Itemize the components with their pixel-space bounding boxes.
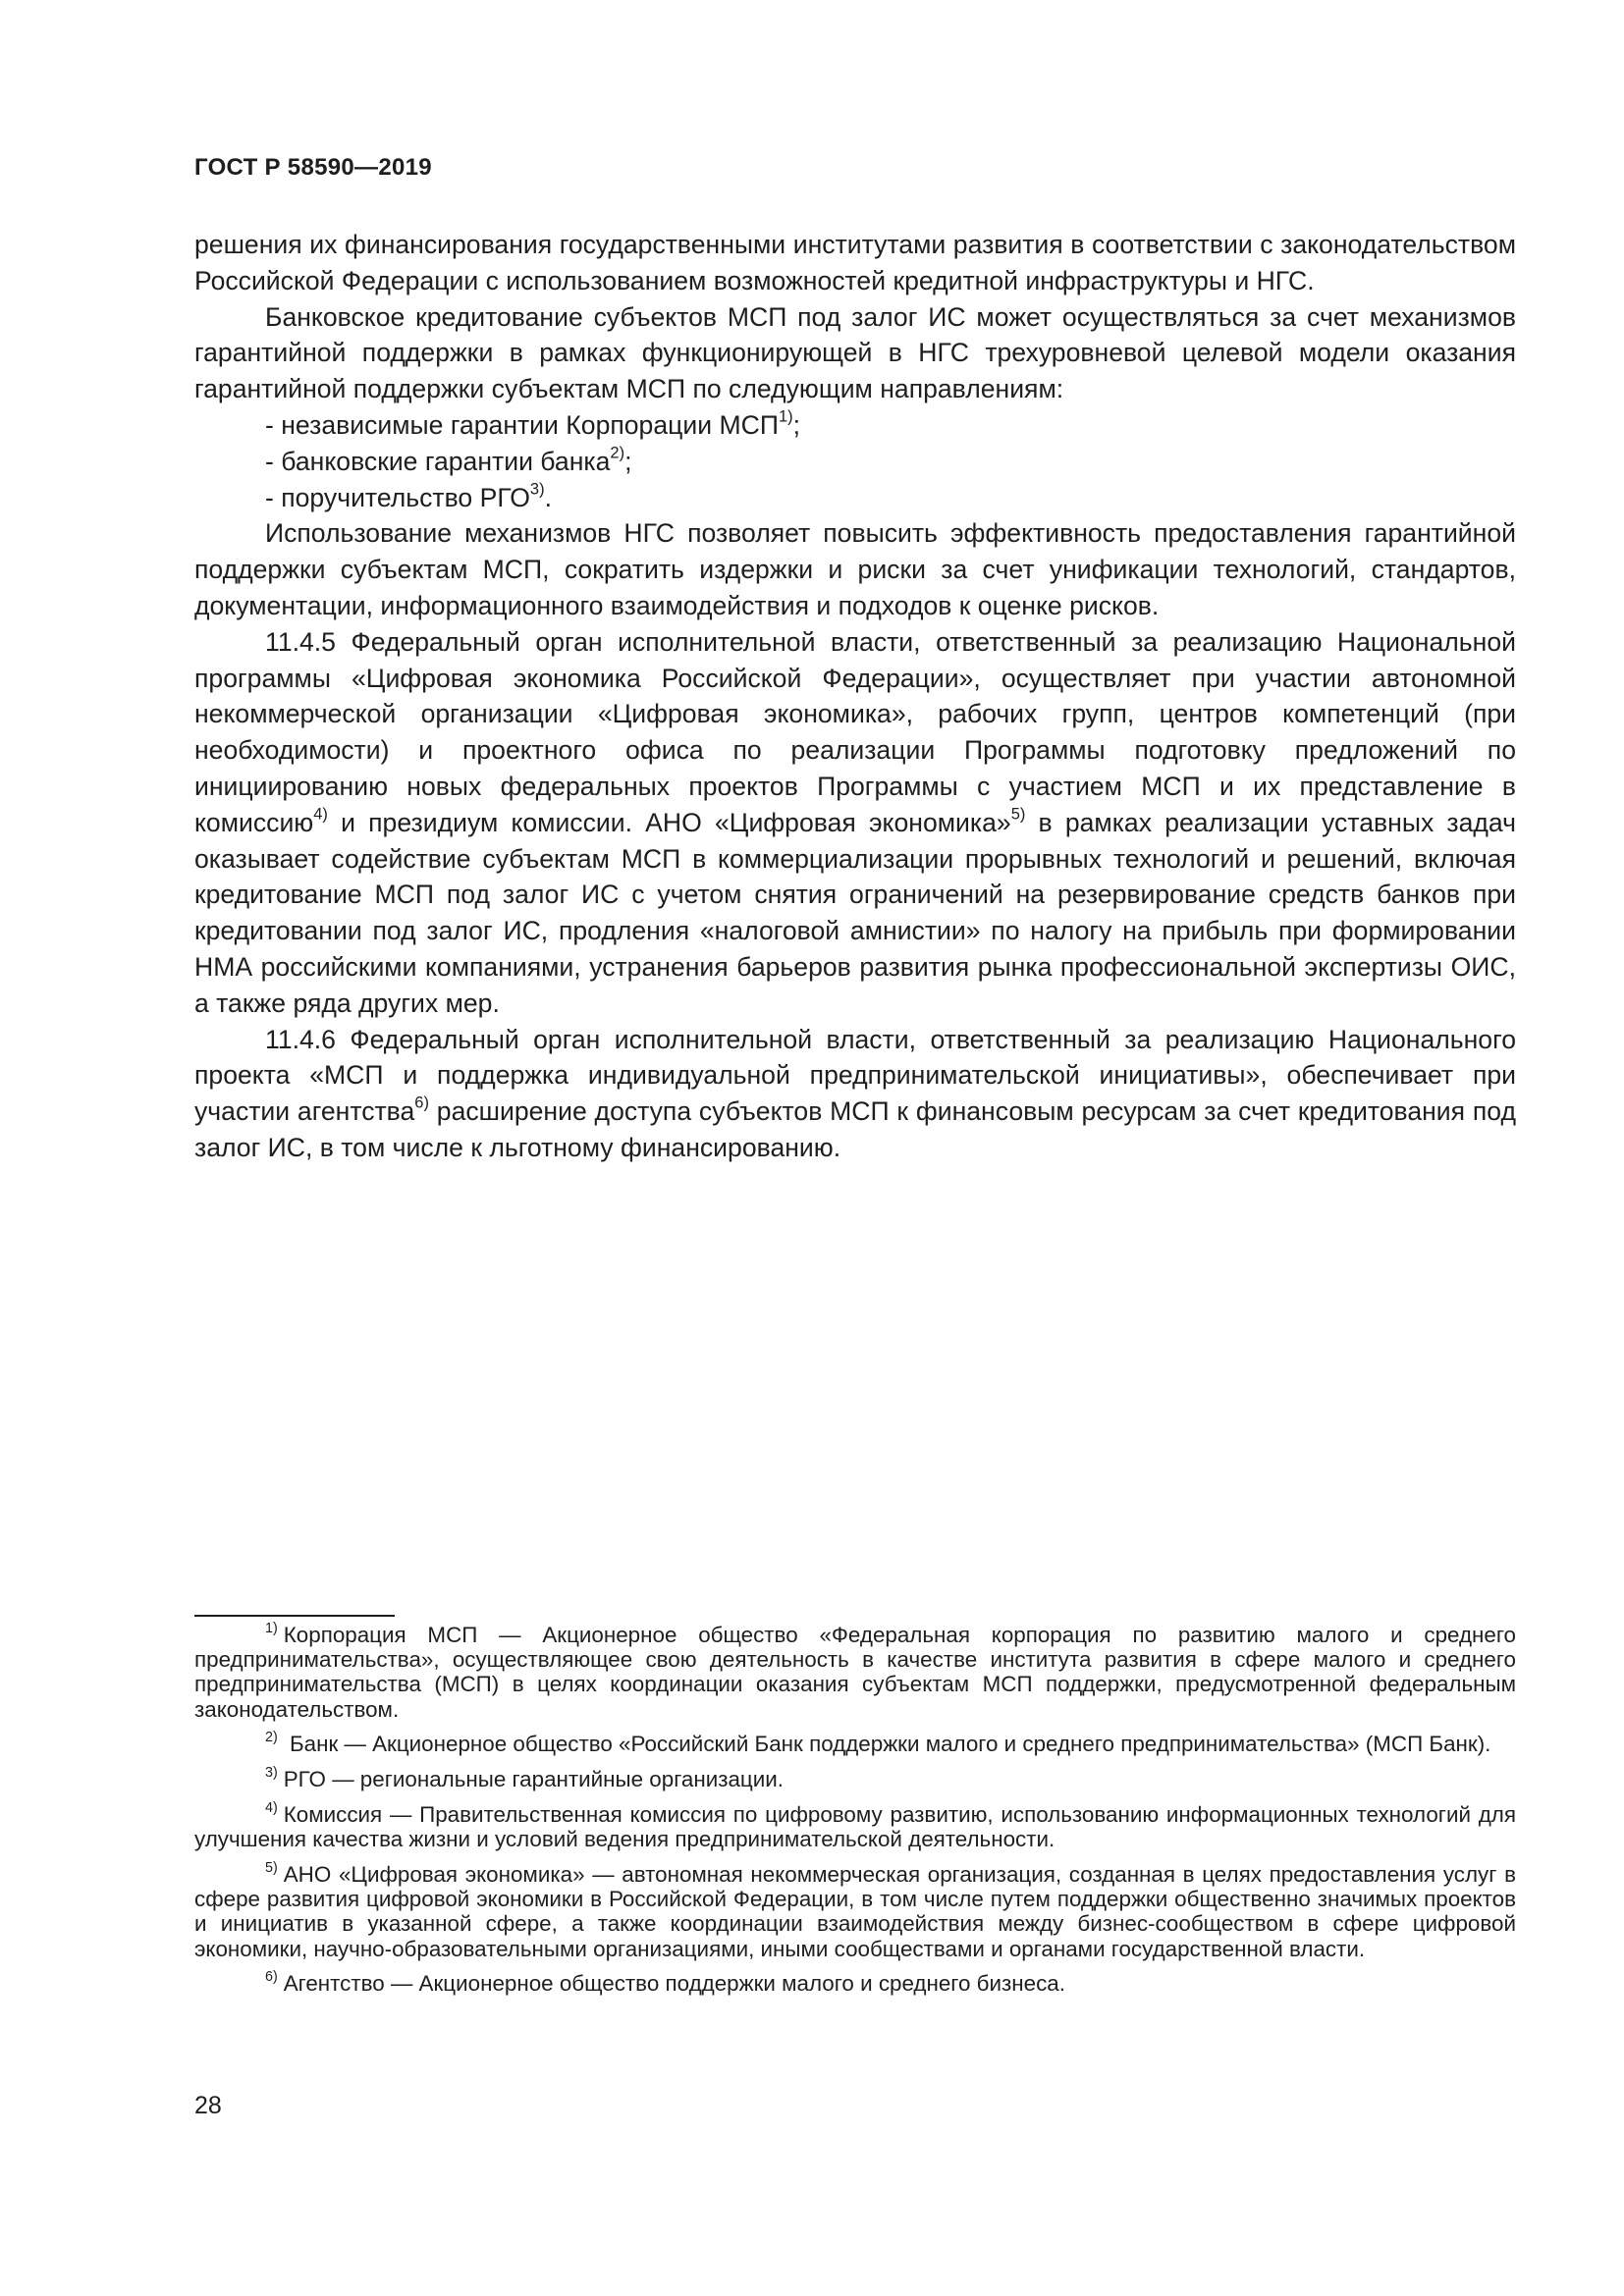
footnote-number: 3) [265, 1765, 278, 1782]
paragraph-11-4-5: 11.4.5 Федеральный орган исполнительной власти, ответственный за реализацию Национальной программы «Цифровая экономика Российской Федерации», осуществляет при участии автономной некоммерческой организации «Цифровая экономика», рабочих групп, центров компетенций (при необходимости) и проектного офиса по реализации Программы подготовку предложений по инициированию новых федеральных проектов Программы с участием МСП и их представление в комиссию$^{4)}$ и президиум комиссии. АНО «Цифровая экономика»$^{5)}$ в рамках реализации уставных задач оказывает содействие субъектам МСП в коммерциализации прорывных технологий и решений, включая кредитование МСП под залог ИС с учетом снятия ограничений на резервирование средств банков при кредитовании под залог ИС, продления «налоговой амнистии» по налогу на прибыль при формировании НМА российскими компаниями, устранения барьеров развития рынка профессиональной экспертизы ОИС, а также ряда других мер. [194, 626, 1516, 1018]
footnotes [194, 1620, 1516, 2006]
footnote-number: 5) [265, 1859, 278, 1876]
footnote-ref: 3) [529, 480, 545, 499]
footnote-ref: 4) [313, 805, 328, 824]
footnote: $^{6)}$ Агентство — Акционерное общество поддержки малого и среднего бизнеса. [265, 1969, 1065, 1997]
list-item: - независимые гарантии Корпорации МСП$^{1)}$; [265, 407, 800, 440]
paragraph-11-4-6: 11.4.6 Федеральный орган исполнительной власти, ответственный за реализацию Национального проекта «МСП и поддержка индивидуальной предпринимательской инициативы», обеспечивает при участии агентства$^{6)}$ расширение доступа субъектов МСП к финансовым ресурсам за счет кредитования под залог ИС, в том числе к льготному финансированию. [194, 1024, 1516, 1162]
footnote: $^{2)}$ Банк — Акционерное общество «Российский Банк поддержки малого и среднего предпринимательства» (МСП Банк). [265, 1730, 1491, 1757]
paragraph-bank-lending: Банковское кредитование субъектов МСП под залог ИС может осуществляться за счет механизмов гарантийной поддержки в рамках функционирующей в НГС трехуровневой целевой модели оказания гарантийной поддержки субъектам МСП по следующим направлениям: [194, 301, 1516, 404]
footnote-ref: 5) [1010, 805, 1026, 824]
footnote-number: 1) [265, 1620, 278, 1636]
footnote: $^{3)}$ РГО — региональные гарантийные организации. [265, 1765, 784, 1792]
footnote: $^{4)}$ Комиссия — Правительственная комиссия по цифровому развитию, использованию информационных технологий для улучшения качества жизни и условий ведения предпринимательской деятельности. [194, 1799, 1516, 1852]
footnote: $^{1)}$ Корпорация МСП — Акционерное общество «Федеральная корпорация по развитию малого и среднего предпринимательства», осуществляющее свою деятельность в качестве института развития в сфере малого и среднего предпринимательства (МСП) в целях координации оказания субъектам МСП поддержки, предусмотренной федеральным законодательством. [194, 1620, 1516, 1722]
page-number: 28 [194, 2092, 222, 2119]
footnote-number: 2) [265, 1730, 278, 1746]
main-text [194, 227, 1516, 1166]
document-header: ГОСТ Р 58590—2019 [194, 154, 432, 181]
paragraph-continuation: решения их финансирования государственными институтами развития в соответствии с законодательством Российской Федерации с использованием возможностей кредитной инфраструктуры и НГС. [194, 230, 1516, 295]
footnote-number: 4) [265, 1799, 278, 1816]
footnote-ref: 1) [778, 407, 793, 426]
list-item: - банковские гарантии банка$^{2)}$; [265, 444, 632, 476]
footnote-number: 6) [265, 1969, 278, 1986]
footnote: $^{5)}$ АНО «Цифровая экономика» — автономная некоммерческая организация, созданная в целях предоставления услуг в сфере развития цифровой экономики в Российской Федерации, в том числе путем поддержки общественно значимых проектов и инициатив в указанной сфере, а также координации взаимодействия между бизнес-сообществом в сфере цифровой экономики, научно-образовательными организациями, иными сообществами и органами государственной власти. [194, 1859, 1516, 1961]
footnote-ref: 6) [414, 1094, 429, 1112]
footnote-separator [194, 1615, 395, 1617]
footnote-ref: 2) [610, 444, 625, 462]
list-item: - поручительство РГО$^{3)}$. [265, 480, 552, 512]
paragraph-ngs-mechanisms: Использование механизмов НГС позволяет повысить эффективность предоставления гарантийной поддержки субъектам МСП, сократить издержки и риски за счет унификации технологий, стандартов, документации, информационного взаимодействия и подходов к оценке рисков. [194, 518, 1516, 620]
